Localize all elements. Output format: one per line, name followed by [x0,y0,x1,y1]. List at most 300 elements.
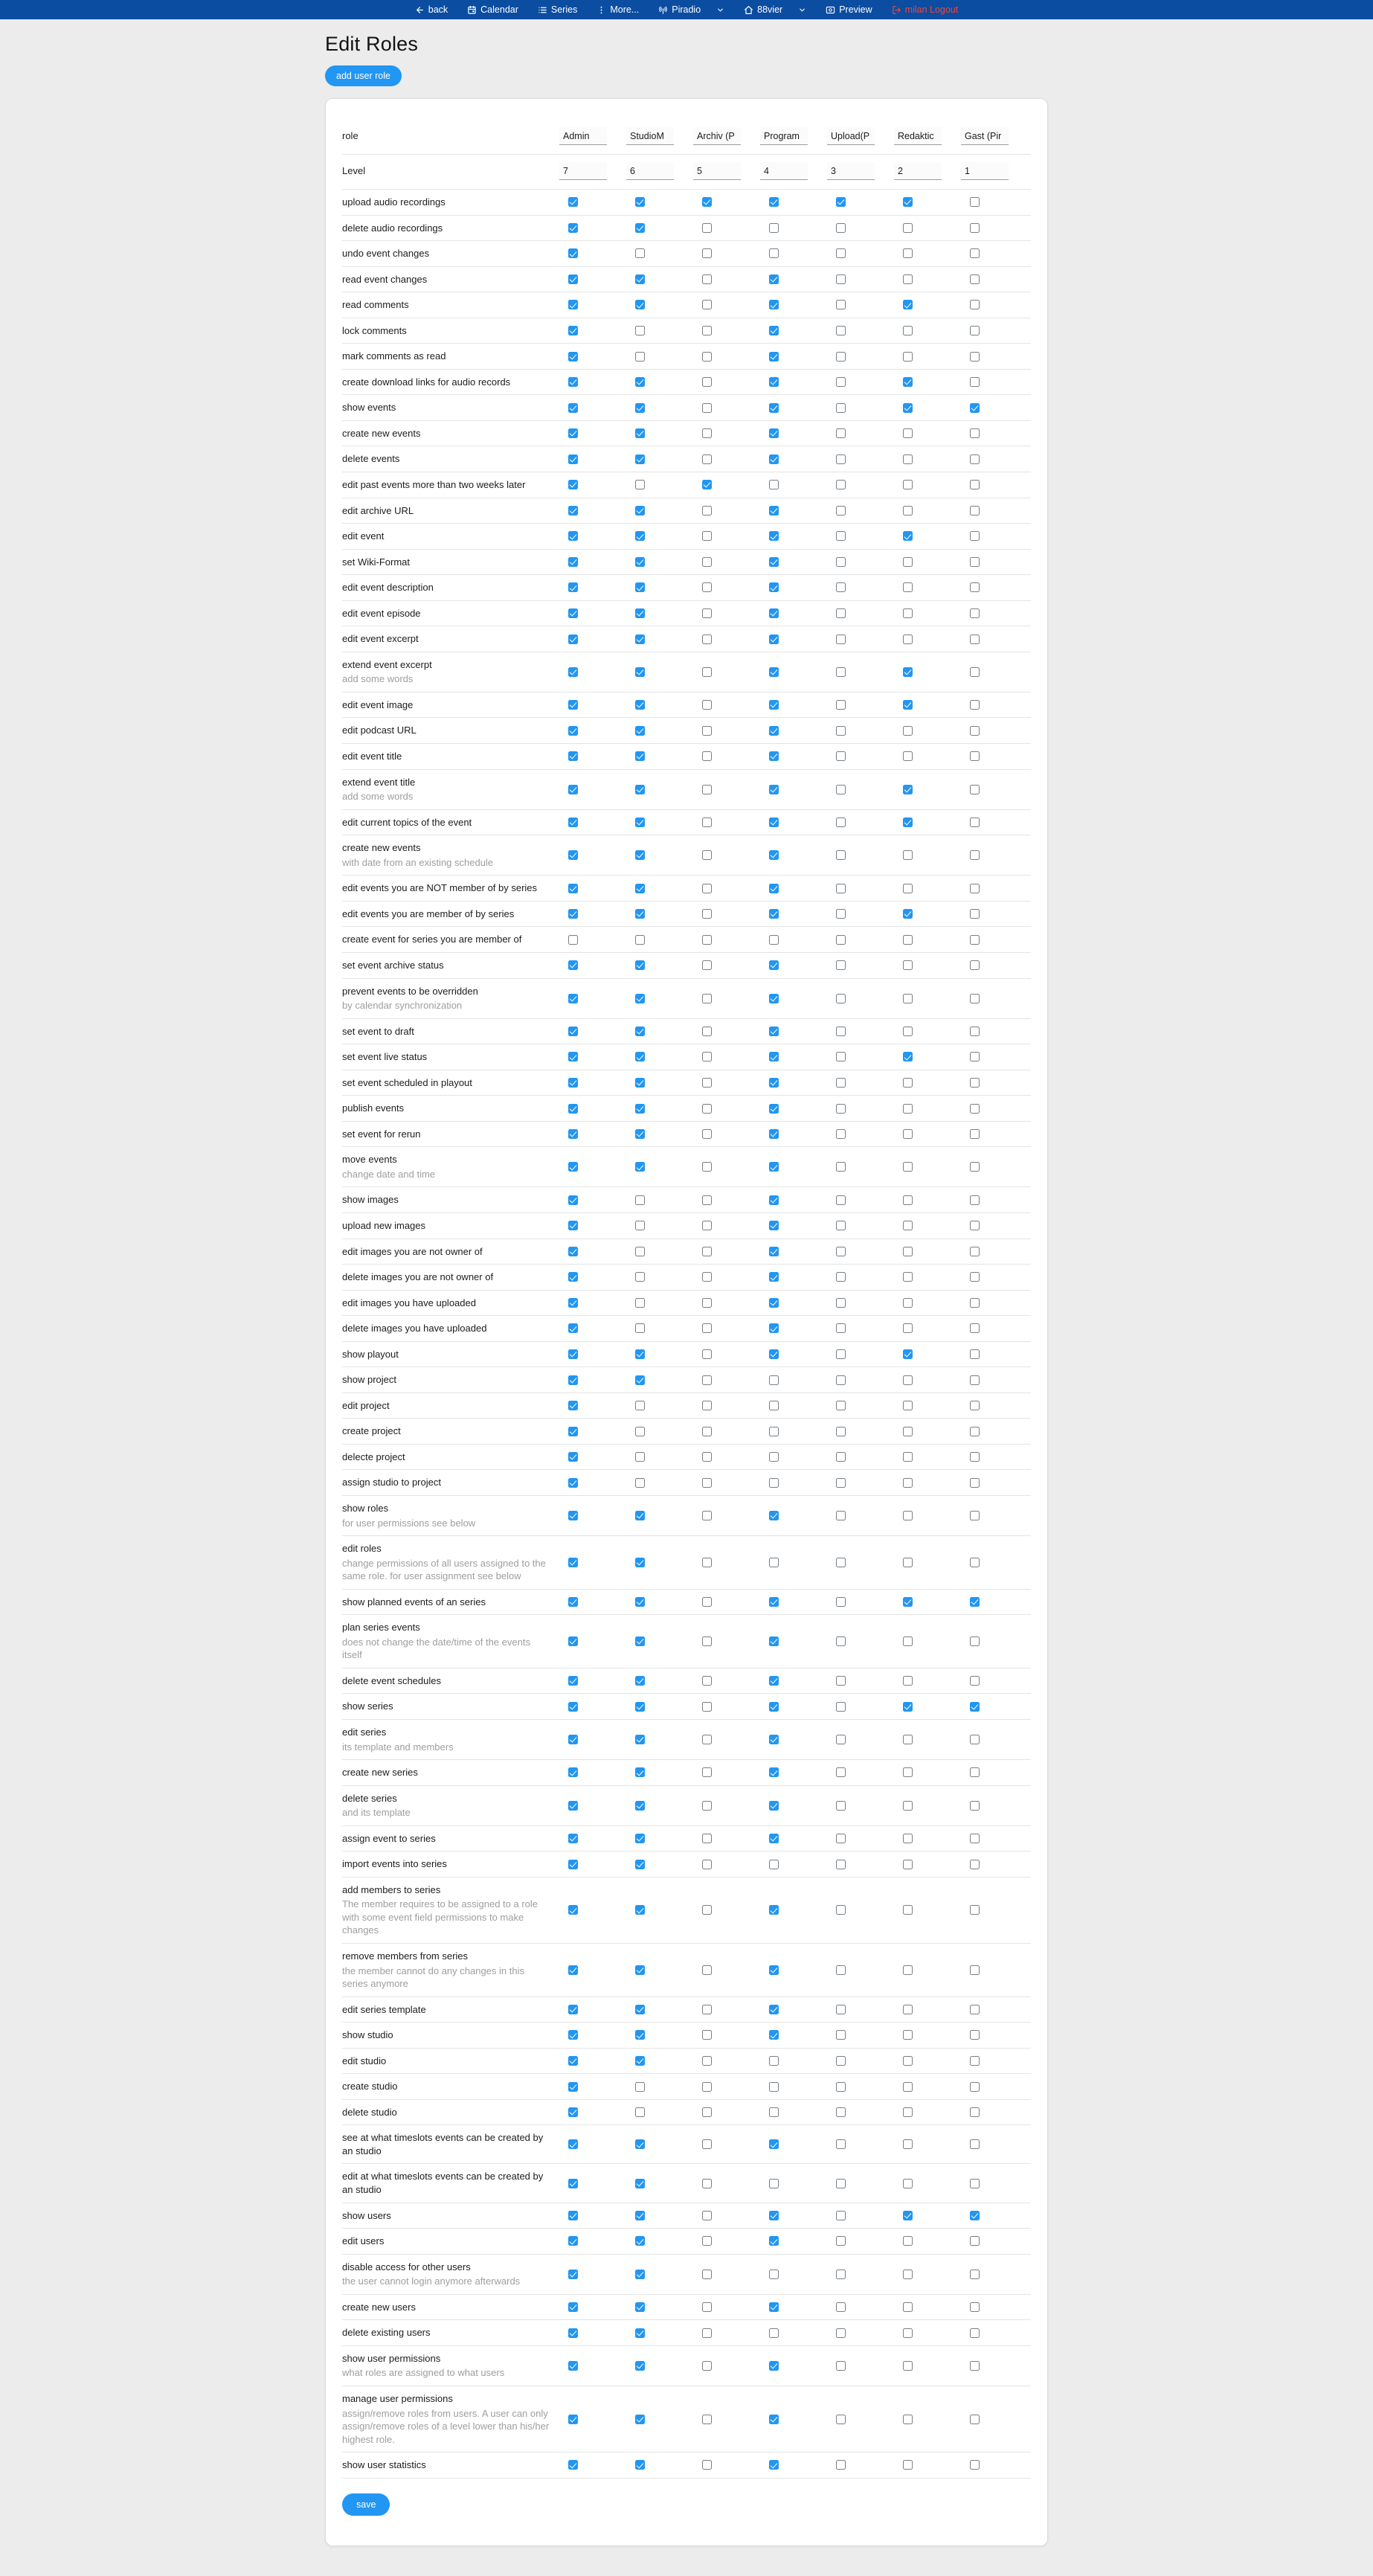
permission-checkbox[interactable] [970,1558,980,1567]
permission-checkbox[interactable] [568,1965,578,1975]
permission-checkbox[interactable] [970,726,980,736]
role-name-input[interactable] [827,127,875,145]
permission-checkbox[interactable] [769,1452,779,1462]
permission-checkbox[interactable] [903,1129,913,1139]
permission-checkbox[interactable] [769,1162,779,1172]
permission-checkbox[interactable] [702,1349,712,1359]
permission-checkbox[interactable] [836,1905,846,1915]
permission-checkbox[interactable] [769,2302,779,2312]
permission-checkbox[interactable] [568,785,578,794]
chevron-down-icon[interactable] [798,6,806,14]
permission-checkbox[interactable] [568,2139,578,2149]
permission-checkbox[interactable] [903,1558,913,1567]
permission-checkbox[interactable] [903,403,913,413]
permission-checkbox[interactable] [769,909,779,919]
permission-checkbox[interactable] [702,1735,712,1744]
permission-checkbox[interactable] [836,506,846,515]
permission-checkbox[interactable] [568,377,578,387]
permission-checkbox[interactable] [702,1272,712,1282]
permission-checkbox[interactable] [970,935,980,945]
permission-checkbox[interactable] [769,2139,779,2149]
permission-checkbox[interactable] [903,608,913,618]
permission-checkbox[interactable] [635,1597,645,1607]
permission-checkbox[interactable] [769,1478,779,1488]
permission-checkbox[interactable] [635,1427,645,1436]
permission-checkbox[interactable] [702,935,712,945]
permission-checkbox[interactable] [568,1637,578,1646]
permission-checkbox[interactable] [769,1052,779,1061]
permission-checkbox[interactable] [836,2139,846,2149]
permission-checkbox[interactable] [769,248,779,258]
permission-checkbox[interactable] [903,1801,913,1811]
permission-checkbox[interactable] [568,248,578,258]
permission-checkbox[interactable] [635,785,645,794]
permission-checkbox[interactable] [702,1511,712,1520]
permission-checkbox[interactable] [769,2415,779,2424]
permission-checkbox[interactable] [903,531,913,541]
permission-checkbox[interactable] [903,818,913,827]
permission-checkbox[interactable] [903,377,913,387]
permission-checkbox[interactable] [903,884,913,893]
permission-checkbox[interactable] [769,1637,779,1646]
permission-checkbox[interactable] [836,352,846,362]
permission-checkbox[interactable] [769,1323,779,1333]
role-level-input[interactable] [961,162,1009,180]
permission-checkbox[interactable] [903,1511,913,1520]
permission-checkbox[interactable] [903,1637,913,1646]
permission-checkbox[interactable] [903,751,913,761]
permission-checkbox[interactable] [635,726,645,736]
permission-checkbox[interactable] [568,455,578,464]
permission-checkbox[interactable] [702,197,712,207]
permission-checkbox[interactable] [568,223,578,233]
permission-checkbox[interactable] [836,2005,846,2014]
permission-checkbox[interactable] [568,1558,578,1567]
permission-checkbox[interactable] [769,326,779,335]
permission-checkbox[interactable] [635,960,645,970]
permission-checkbox[interactable] [568,1597,578,1607]
nav-item-milan-logout[interactable] [892,4,959,15]
permission-checkbox[interactable] [903,1323,913,1333]
permission-checkbox[interactable] [769,635,779,644]
permission-checkbox[interactable] [769,2361,779,2371]
permission-checkbox[interactable] [635,428,645,438]
permission-checkbox[interactable] [836,274,846,284]
permission-checkbox[interactable] [836,667,846,677]
permission-checkbox[interactable] [903,960,913,970]
permission-checkbox[interactable] [836,1702,846,1712]
permission-checkbox[interactable] [769,480,779,489]
permission-checkbox[interactable] [903,2415,913,2424]
permission-checkbox[interactable] [836,1162,846,1172]
permission-checkbox[interactable] [836,1558,846,1567]
permission-checkbox[interactable] [635,223,645,233]
permission-checkbox[interactable] [635,2056,645,2066]
permission-checkbox[interactable] [568,557,578,567]
permission-checkbox[interactable] [568,2460,578,2470]
permission-checkbox[interactable] [702,300,712,309]
permission-checkbox[interactable] [903,2236,913,2246]
permission-checkbox[interactable] [635,1078,645,1088]
permission-checkbox[interactable] [568,700,578,710]
permission-checkbox[interactable] [702,1637,712,1646]
permission-checkbox[interactable] [769,1195,779,1205]
permission-checkbox[interactable] [769,506,779,515]
permission-checkbox[interactable] [970,1597,980,1607]
permission-checkbox[interactable] [568,909,578,919]
permission-checkbox[interactable] [568,2107,578,2117]
permission-checkbox[interactable] [635,1247,645,1256]
permission-checkbox[interactable] [635,352,645,362]
permission-checkbox[interactable] [836,935,846,945]
permission-checkbox[interactable] [635,2236,645,2246]
permission-checkbox[interactable] [970,2328,980,2338]
permission-checkbox[interactable] [970,2361,980,2371]
permission-checkbox[interactable] [836,751,846,761]
permission-checkbox[interactable] [769,1860,779,1869]
permission-checkbox[interactable] [635,2415,645,2424]
permission-checkbox[interactable] [970,700,980,710]
permission-checkbox[interactable] [702,2005,712,2014]
permission-checkbox[interactable] [836,377,846,387]
permission-checkbox[interactable] [568,1401,578,1410]
permission-checkbox[interactable] [903,428,913,438]
permission-checkbox[interactable] [702,274,712,284]
permission-checkbox[interactable] [836,300,846,309]
permission-checkbox[interactable] [702,726,712,736]
permission-checkbox[interactable] [970,2030,980,2040]
permission-checkbox[interactable] [903,700,913,710]
add-user-role-button[interactable]: add user role [325,65,402,86]
permission-checkbox[interactable] [836,531,846,541]
role-name-input[interactable] [693,127,741,145]
permission-checkbox[interactable] [769,1221,779,1230]
permission-checkbox[interactable] [702,2236,712,2246]
permission-checkbox[interactable] [769,1834,779,1843]
permission-checkbox[interactable] [970,1965,980,1975]
permission-checkbox[interactable] [970,2179,980,2188]
permission-checkbox[interactable] [769,1104,779,1114]
role-name-input[interactable] [760,127,808,145]
permission-checkbox[interactable] [903,850,913,860]
permission-checkbox[interactable] [568,1427,578,1436]
permission-checkbox[interactable] [970,994,980,1003]
permission-checkbox[interactable] [903,785,913,794]
permission-checkbox[interactable] [836,455,846,464]
permission-checkbox[interactable] [635,1511,645,1520]
permission-checkbox[interactable] [836,2270,846,2279]
permission-checkbox[interactable] [769,455,779,464]
permission-checkbox[interactable] [836,1834,846,1843]
permission-checkbox[interactable] [635,1129,645,1139]
permission-checkbox[interactable] [702,1247,712,1256]
permission-checkbox[interactable] [635,1637,645,1646]
save-button[interactable]: save [342,2493,390,2516]
permission-checkbox[interactable] [635,1860,645,1869]
permission-checkbox[interactable] [702,2302,712,2312]
permission-checkbox[interactable] [635,2030,645,2040]
permission-checkbox[interactable] [836,248,846,258]
permission-checkbox[interactable] [970,1767,980,1777]
permission-checkbox[interactable] [769,2107,779,2117]
permission-checkbox[interactable] [568,608,578,618]
permission-checkbox[interactable] [769,700,779,710]
permission-checkbox[interactable] [970,608,980,618]
permission-checkbox[interactable] [836,700,846,710]
permission-checkbox[interactable] [568,960,578,970]
permission-checkbox[interactable] [568,1735,578,1744]
permission-checkbox[interactable] [702,377,712,387]
permission-checkbox[interactable] [702,1162,712,1172]
permission-checkbox[interactable] [568,1511,578,1520]
permission-checkbox[interactable] [568,1349,578,1359]
permission-checkbox[interactable] [635,557,645,567]
permission-checkbox[interactable] [970,326,980,335]
permission-checkbox[interactable] [903,1401,913,1410]
permission-checkbox[interactable] [970,2302,980,2312]
permission-checkbox[interactable] [836,1078,846,1088]
permission-checkbox[interactable] [836,726,846,736]
permission-checkbox[interactable] [836,1129,846,1139]
permission-checkbox[interactable] [836,2460,846,2470]
permission-checkbox[interactable] [903,1349,913,1359]
permission-checkbox[interactable] [769,2030,779,2040]
permission-checkbox[interactable] [836,1735,846,1744]
permission-checkbox[interactable] [702,1905,712,1915]
permission-checkbox[interactable] [903,2179,913,2188]
permission-checkbox[interactable] [635,751,645,761]
permission-checkbox[interactable] [568,1027,578,1036]
permission-checkbox[interactable] [903,1375,913,1385]
permission-checkbox[interactable] [635,248,645,258]
permission-checkbox[interactable] [635,2270,645,2279]
permission-checkbox[interactable] [769,2179,779,2188]
permission-checkbox[interactable] [702,1452,712,1462]
permission-checkbox[interactable] [970,1247,980,1256]
permission-checkbox[interactable] [970,531,980,541]
permission-checkbox[interactable] [836,850,846,860]
permission-checkbox[interactable] [702,1801,712,1811]
permission-checkbox[interactable] [568,667,578,677]
permission-checkbox[interactable] [836,2056,846,2066]
permission-checkbox[interactable] [702,1767,712,1777]
permission-checkbox[interactable] [769,1349,779,1359]
permission-checkbox[interactable] [970,480,980,489]
permission-checkbox[interactable] [635,635,645,644]
permission-checkbox[interactable] [769,1558,779,1567]
permission-checkbox[interactable] [635,1052,645,1061]
permission-checkbox[interactable] [769,2270,779,2279]
permission-checkbox[interactable] [970,506,980,515]
permission-checkbox[interactable] [903,635,913,644]
permission-checkbox[interactable] [568,1195,578,1205]
permission-checkbox[interactable] [903,1272,913,1282]
permission-checkbox[interactable] [635,326,645,335]
permission-checkbox[interactable] [635,667,645,677]
permission-checkbox[interactable] [970,960,980,970]
permission-checkbox[interactable] [903,1597,913,1607]
permission-checkbox[interactable] [702,1860,712,1869]
permission-checkbox[interactable] [970,403,980,413]
permission-checkbox[interactable] [568,635,578,644]
permission-checkbox[interactable] [836,1375,846,1385]
permission-checkbox[interactable] [635,935,645,945]
permission-checkbox[interactable] [836,1221,846,1230]
permission-checkbox[interactable] [970,248,980,258]
permission-checkbox[interactable] [568,197,578,207]
permission-checkbox[interactable] [635,1375,645,1385]
permission-checkbox[interactable] [635,2179,645,2188]
permission-checkbox[interactable] [970,582,980,592]
permission-checkbox[interactable] [568,1801,578,1811]
permission-checkbox[interactable] [635,2460,645,2470]
role-name-input[interactable] [559,127,607,145]
permission-checkbox[interactable] [702,1427,712,1436]
permission-checkbox[interactable] [769,994,779,1003]
permission-checkbox[interactable] [970,1834,980,1843]
permission-checkbox[interactable] [836,1323,846,1333]
permission-checkbox[interactable] [568,2328,578,2338]
permission-checkbox[interactable] [903,2139,913,2149]
permission-checkbox[interactable] [769,2211,779,2220]
permission-checkbox[interactable] [903,667,913,677]
permission-checkbox[interactable] [903,1298,913,1308]
permission-checkbox[interactable] [970,2460,980,2470]
nav-item-piradio[interactable] [658,4,724,15]
permission-checkbox[interactable] [836,1801,846,1811]
permission-checkbox[interactable] [702,480,712,489]
permission-checkbox[interactable] [836,2236,846,2246]
permission-checkbox[interactable] [702,557,712,567]
permission-checkbox[interactable] [769,935,779,945]
permission-checkbox[interactable] [702,1129,712,1139]
permission-checkbox[interactable] [836,1860,846,1869]
permission-checkbox[interactable] [568,300,578,309]
permission-checkbox[interactable] [970,1375,980,1385]
permission-checkbox[interactable] [568,1104,578,1114]
permission-checkbox[interactable] [836,1676,846,1686]
permission-checkbox[interactable] [903,300,913,309]
permission-checkbox[interactable] [769,785,779,794]
permission-checkbox[interactable] [903,1860,913,1869]
chevron-down-icon[interactable] [716,6,724,14]
permission-checkbox[interactable] [970,455,980,464]
permission-checkbox[interactable] [769,608,779,618]
permission-checkbox[interactable] [970,1272,980,1282]
permission-checkbox[interactable] [903,1162,913,1172]
permission-checkbox[interactable] [702,1834,712,1843]
permission-checkbox[interactable] [836,884,846,893]
permission-checkbox[interactable] [836,1767,846,1777]
nav-item-series[interactable] [538,4,577,15]
permission-checkbox[interactable] [635,1272,645,1282]
permission-checkbox[interactable] [568,2082,578,2092]
permission-checkbox[interactable] [702,785,712,794]
permission-checkbox[interactable] [769,582,779,592]
permission-checkbox[interactable] [635,455,645,464]
permission-checkbox[interactable] [635,506,645,515]
permission-checkbox[interactable] [702,1558,712,1567]
role-level-input[interactable] [894,162,942,180]
permission-checkbox[interactable] [769,1735,779,1744]
permission-checkbox[interactable] [702,1401,712,1410]
permission-checkbox[interactable] [836,1401,846,1410]
permission-checkbox[interactable] [903,1834,913,1843]
permission-checkbox[interactable] [769,884,779,893]
permission-checkbox[interactable] [568,326,578,335]
permission-checkbox[interactable] [568,2005,578,2014]
permission-checkbox[interactable] [635,1834,645,1843]
permission-checkbox[interactable] [702,667,712,677]
permission-checkbox[interactable] [769,2082,779,2092]
permission-checkbox[interactable] [635,2328,645,2338]
permission-checkbox[interactable] [635,1905,645,1915]
permission-checkbox[interactable] [836,1452,846,1462]
permission-checkbox[interactable] [635,1801,645,1811]
permission-checkbox[interactable] [568,1905,578,1915]
role-level-input[interactable] [626,162,674,180]
permission-checkbox[interactable] [702,1965,712,1975]
permission-checkbox[interactable] [635,1676,645,1686]
permission-checkbox[interactable] [702,2179,712,2188]
permission-checkbox[interactable] [970,1478,980,1488]
permission-checkbox[interactable] [568,2056,578,2066]
permission-checkbox[interactable] [769,1272,779,1282]
permission-checkbox[interactable] [836,635,846,644]
permission-checkbox[interactable] [970,1078,980,1088]
permission-checkbox[interactable] [970,1221,980,1230]
permission-checkbox[interactable] [635,1104,645,1114]
permission-checkbox[interactable] [836,1478,846,1488]
permission-checkbox[interactable] [903,1965,913,1975]
permission-checkbox[interactable] [702,2415,712,2424]
permission-checkbox[interactable] [568,726,578,736]
permission-checkbox[interactable] [568,2270,578,2279]
permission-checkbox[interactable] [635,1558,645,1567]
permission-checkbox[interactable] [769,1078,779,1088]
permission-checkbox[interactable] [568,1162,578,1172]
permission-checkbox[interactable] [568,1452,578,1462]
permission-checkbox[interactable] [836,582,846,592]
permission-checkbox[interactable] [702,960,712,970]
permission-checkbox[interactable] [769,1702,779,1712]
permission-checkbox[interactable] [568,1375,578,1385]
permission-checkbox[interactable] [702,582,712,592]
permission-checkbox[interactable] [836,1298,846,1308]
permission-checkbox[interactable] [903,2328,913,2338]
role-level-input[interactable] [827,162,875,180]
permission-checkbox[interactable] [568,1676,578,1686]
permission-checkbox[interactable] [635,2107,645,2117]
permission-checkbox[interactable] [903,1702,913,1712]
permission-checkbox[interactable] [903,1247,913,1256]
permission-checkbox[interactable] [769,2005,779,2014]
permission-checkbox[interactable] [635,1478,645,1488]
permission-checkbox[interactable] [769,531,779,541]
permission-checkbox[interactable] [635,700,645,710]
permission-checkbox[interactable] [903,1735,913,1744]
permission-checkbox[interactable] [836,1104,846,1114]
permission-checkbox[interactable] [702,1597,712,1607]
permission-checkbox[interactable] [769,300,779,309]
permission-checkbox[interactable] [702,248,712,258]
permission-checkbox[interactable] [836,1637,846,1646]
permission-checkbox[interactable] [836,2415,846,2424]
nav-item-more[interactable] [597,4,639,15]
permission-checkbox[interactable] [836,2302,846,2312]
permission-checkbox[interactable] [635,2361,645,2371]
permission-checkbox[interactable] [702,1478,712,1488]
